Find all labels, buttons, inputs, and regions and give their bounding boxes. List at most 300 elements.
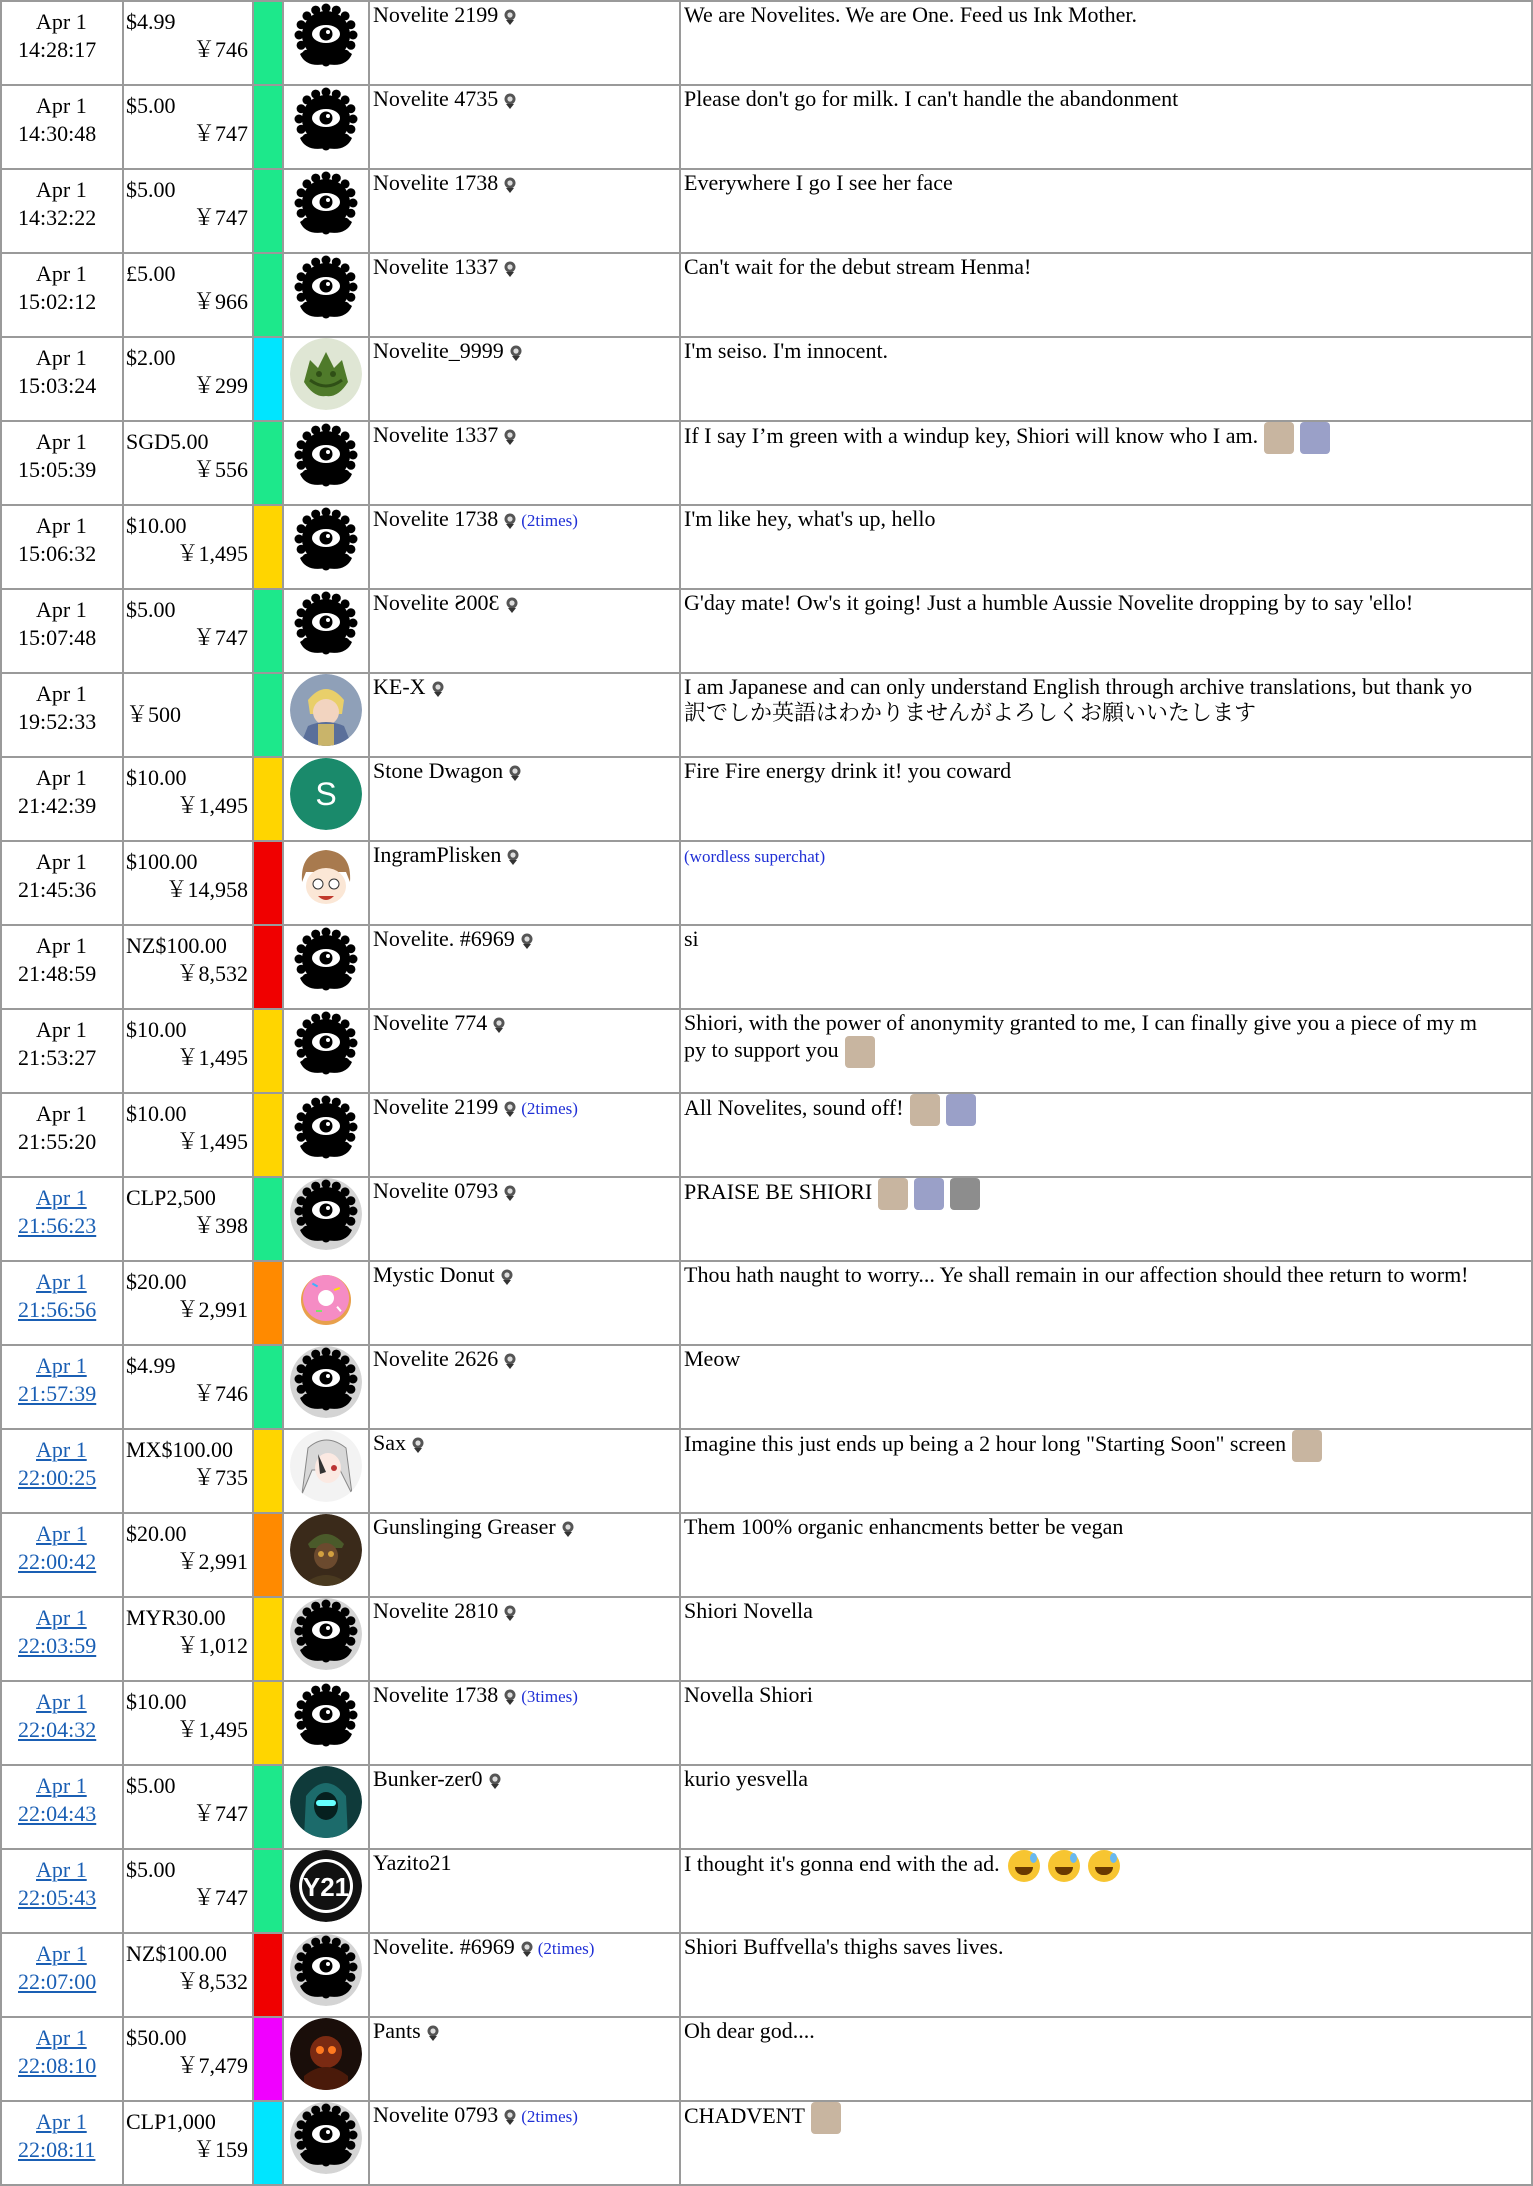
username: Novelite. #6969 [373, 1934, 515, 1959]
original-amount: $10.00 [126, 1017, 187, 1042]
timestamp-date[interactable]: Apr 1 [36, 1941, 87, 1966]
yen-amount: ￥747 [192, 121, 248, 146]
amount-cell [123, 1933, 253, 2017]
superchat-row [1, 1177, 1532, 1261]
avatar-cell [283, 1429, 369, 1513]
emote-icon [910, 1094, 940, 1126]
avatar [290, 86, 362, 158]
username: Novelite 2199 [373, 1094, 499, 1119]
message-text: Imagine this just ends up being a 2 hour long "Starting Soon" screen [684, 1431, 1287, 1457]
avatar-cell [283, 253, 369, 337]
amount-cell [123, 337, 253, 421]
username-cell [369, 169, 680, 253]
avatar [290, 170, 362, 242]
message-text: si [684, 926, 699, 951]
message-text: CHADVENT [684, 2103, 805, 2129]
timestamp-cell[interactable] [1, 1513, 123, 1597]
timestamp-time[interactable]: 21:56:56 [18, 1297, 97, 1322]
member-badge-icon [426, 2025, 440, 2041]
yen-amount: ￥747 [192, 1801, 248, 1826]
timestamp-cell[interactable] [1, 1765, 123, 1849]
avatar-cell [283, 1009, 369, 1093]
amount-cell [123, 2017, 253, 2101]
timestamp-cell [1, 421, 123, 505]
tier-color-cell [253, 1765, 283, 1849]
message-cell [680, 1, 1532, 85]
timestamp-date[interactable]: Apr 1 [36, 1857, 87, 1882]
message-text: kurio yesvella [684, 1766, 809, 1791]
timestamp-time: 14:32:22 [18, 205, 97, 230]
timestamp-cell[interactable] [1, 1681, 123, 1765]
superchat-row [1, 1849, 1532, 1933]
message-cell [680, 505, 1532, 589]
timestamp-time[interactable]: 22:00:25 [18, 1465, 97, 1490]
username-cell [369, 1933, 680, 2017]
message-text: G'day mate! Ow's it going! Just a humble Aussie Novelite dropping by to say 'ello! [684, 590, 1414, 615]
avatar [290, 758, 362, 830]
timestamp-date: Apr 1 [36, 765, 87, 790]
timestamp-cell[interactable] [1, 2017, 123, 2101]
amount-cell [123, 421, 253, 505]
username: Mystic Donut [373, 1262, 495, 1287]
avatar [290, 1682, 362, 1754]
avatar-cell [283, 2017, 369, 2101]
message-text-line2: py to support you [684, 1037, 839, 1063]
timestamp-date[interactable]: Apr 1 [36, 1773, 87, 1798]
emote-icon [845, 1036, 875, 1068]
yen-amount: ￥1,495 [176, 1129, 248, 1154]
username: Yazito21 [373, 1850, 452, 1875]
superchat-row [1, 1933, 1532, 2017]
amount-cell [123, 673, 253, 757]
message-cell [680, 1009, 1532, 1093]
timestamp-time[interactable]: 22:05:43 [18, 1885, 97, 1910]
superchat-row [1, 1765, 1532, 1849]
wordless-note: (wordless superchat) [684, 847, 826, 866]
timestamp-time: 21:53:27 [18, 1045, 97, 1070]
amount-cell [123, 1597, 253, 1681]
original-amount: $10.00 [126, 1689, 187, 1714]
avatar [290, 674, 362, 746]
timestamp-cell [1, 589, 123, 673]
message-text: If I say I’m green with a windup key, Shiori will know who I am. [684, 423, 1259, 449]
username-cell [369, 1093, 680, 1177]
avatar [290, 1514, 362, 1586]
timestamp-time: 21:55:20 [18, 1129, 97, 1154]
superchat-row [1, 673, 1532, 757]
original-amount: $10.00 [126, 1101, 187, 1126]
avatar [290, 506, 362, 578]
message-text: Them 100% organic enhancments better be vegan [684, 1514, 1124, 1539]
message-text: Fire Fire energy drink it! you coward [684, 758, 1012, 783]
timestamp-time: 15:06:32 [18, 541, 97, 566]
username: Novelite 1738 [373, 170, 499, 195]
timestamp-date: Apr 1 [36, 933, 87, 958]
svg-text:Y21: Y21 [302, 1872, 350, 1902]
message-text: Can't wait for the debut stream Henma! [684, 254, 1032, 279]
original-amount: NZ$100.00 [126, 933, 227, 958]
username-cell [369, 673, 680, 757]
timestamp-cell [1, 841, 123, 925]
tier-color-cell [253, 169, 283, 253]
amount-cell [123, 1093, 253, 1177]
avatar [290, 1094, 362, 1166]
timestamp-date[interactable]: Apr 1 [36, 1605, 87, 1630]
amount-cell [123, 1849, 253, 1933]
sweat-smile-emoji-icon [1008, 1850, 1040, 1882]
message-cell [680, 253, 1532, 337]
timestamp-time: 15:03:24 [18, 373, 97, 398]
username-cell [369, 1009, 680, 1093]
timestamp-time: 15:02:12 [18, 289, 97, 314]
superchat-row [1, 1513, 1532, 1597]
superchat-row [1, 1345, 1532, 1429]
message-cell [680, 589, 1532, 673]
timestamp-date[interactable]: Apr 1 [36, 1185, 87, 1210]
timestamp-time[interactable]: 22:07:00 [18, 1969, 97, 1994]
tier-color-cell [253, 1, 283, 85]
member-badge-icon [488, 1773, 502, 1789]
member-badge-icon [431, 681, 445, 697]
timestamp-cell[interactable] [1, 1429, 123, 1513]
superchat-row [1, 505, 1532, 589]
timestamp-time[interactable]: 22:04:43 [18, 1801, 97, 1826]
timestamp-time: 21:42:39 [18, 793, 97, 818]
member-badge-icon [509, 345, 523, 361]
original-amount: MX$100.00 [126, 1437, 233, 1462]
superchat-row [1, 253, 1532, 337]
username: Novelite 0793 [373, 2102, 499, 2127]
username: Novelite 2626 [373, 1346, 499, 1371]
emote-icon [1300, 422, 1330, 454]
timestamp-time[interactable]: 21:57:39 [18, 1381, 97, 1406]
tier-color-cell [253, 1093, 283, 1177]
tier-color-cell [253, 1849, 283, 1933]
amount-cell [123, 1261, 253, 1345]
avatar [290, 1934, 362, 2006]
superchat-row [1, 589, 1532, 673]
yen-amount: ￥1,495 [176, 1717, 248, 1742]
avatar [290, 1178, 362, 1250]
timestamp-cell [1, 85, 123, 169]
svg-text:S: S [315, 776, 337, 812]
username-cell [369, 841, 680, 925]
username: Bunker-zer0 [373, 1766, 483, 1791]
original-amount: $4.99 [126, 1353, 176, 1378]
username: Novelite 2810 [373, 1598, 499, 1623]
message-text: Oh dear god.... [684, 2018, 815, 2043]
message-cell [680, 1345, 1532, 1429]
member-badge-icon [503, 9, 517, 25]
timestamp-cell[interactable] [1, 1597, 123, 1681]
avatar [290, 1766, 362, 1838]
member-badge-icon [503, 93, 517, 109]
member-badge-icon [503, 1353, 517, 1369]
username-cell [369, 1513, 680, 1597]
original-amount: £5.00 [126, 261, 176, 286]
original-amount: NZ$100.00 [126, 1941, 227, 1966]
member-badge-icon [503, 1101, 517, 1117]
avatar [290, 1262, 362, 1334]
username-cell [369, 337, 680, 421]
username-cell [369, 1177, 680, 1261]
message-cell [680, 757, 1532, 841]
timestamp-time[interactable]: 22:03:59 [18, 1633, 97, 1658]
timestamp-date[interactable]: Apr 1 [36, 2025, 87, 2050]
emote-icon [914, 1178, 944, 1210]
yen-amount: ￥299 [192, 373, 248, 398]
message-cell [680, 925, 1532, 1009]
member-badge-icon [492, 1017, 506, 1033]
message-text: Shiori Novella [684, 1598, 813, 1623]
username-cell [369, 1345, 680, 1429]
tier-color-cell [253, 421, 283, 505]
message-text: Shiori Buffvella's thighs saves lives. [684, 1934, 1004, 1959]
timestamp-cell[interactable] [1, 1177, 123, 1261]
amount-cell [123, 1345, 253, 1429]
username: Stone Dwagon [373, 758, 504, 783]
tier-color-cell [253, 673, 283, 757]
message-cell [680, 673, 1532, 757]
username: Novelite 1738 [373, 1682, 499, 1707]
timestamp-date[interactable]: Apr 1 [36, 1689, 87, 1714]
message-text: Please don't go for milk. I can't handle the abandonment [684, 86, 1179, 111]
timestamp-time[interactable]: 21:56:23 [18, 1213, 97, 1238]
avatar [290, 1010, 362, 1082]
amount-cell [123, 757, 253, 841]
yen-amount: ￥7,479 [176, 2053, 248, 2078]
tier-color-cell [253, 2101, 283, 2185]
tier-color-cell [253, 1345, 283, 1429]
sweat-smile-emoji-icon [1048, 1850, 1080, 1882]
superchat-row [1, 1009, 1532, 1093]
timestamp-time: 15:07:48 [18, 625, 97, 650]
yen-amount: ￥2,991 [176, 1549, 248, 1574]
username: Sax [373, 1430, 406, 1455]
tier-color-cell [253, 757, 283, 841]
timestamp-cell[interactable] [1, 1933, 123, 2017]
message-cell [680, 841, 1532, 925]
repeat-count: (2times) [521, 1099, 578, 1118]
message-cell [680, 1429, 1532, 1513]
timestamp-date: Apr 1 [36, 597, 87, 622]
tier-color-cell [253, 925, 283, 1009]
timestamp-time: 14:28:17 [18, 37, 97, 62]
message-cell [680, 2017, 1532, 2101]
timestamp-time: 19:52:33 [18, 709, 97, 734]
yen-amount: ￥1,495 [176, 1045, 248, 1070]
timestamp-time[interactable]: 22:08:11 [18, 2137, 96, 2162]
tier-color-cell [253, 1177, 283, 1261]
message-cell [680, 85, 1532, 169]
yen-amount: ￥1,495 [176, 793, 248, 818]
avatar-cell [283, 1681, 369, 1765]
original-amount: $2.00 [126, 345, 176, 370]
original-amount: $100.00 [126, 849, 198, 874]
yen-amount: ￥747 [192, 625, 248, 650]
avatar-cell [283, 1513, 369, 1597]
timestamp-date[interactable]: Apr 1 [36, 2109, 87, 2134]
avatar [290, 254, 362, 326]
amount-cell [123, 841, 253, 925]
emote-icon [878, 1178, 908, 1210]
original-amount: $5.00 [126, 1773, 176, 1798]
username: KE-X [373, 674, 426, 699]
message-text: I thought it's gonna end with the ad. [684, 1851, 1000, 1877]
superchat-row [1, 1597, 1532, 1681]
timestamp-cell [1, 925, 123, 1009]
message-cell [680, 421, 1532, 505]
member-badge-icon [411, 1437, 425, 1453]
message-text: Meow [684, 1346, 741, 1371]
username: Novelite 1337 [373, 422, 499, 447]
member-badge-icon [503, 1185, 517, 1201]
username-cell [369, 253, 680, 337]
avatar-cell [283, 337, 369, 421]
timestamp-date[interactable]: Apr 1 [36, 1521, 87, 1546]
tier-color-cell [253, 1261, 283, 1345]
amount-cell [123, 925, 253, 1009]
amount-cell [123, 1, 253, 85]
timestamp-time: 21:48:59 [18, 961, 97, 986]
member-badge-icon [503, 1689, 517, 1705]
timestamp-time[interactable]: 22:04:32 [18, 1717, 97, 1742]
username-cell [369, 421, 680, 505]
timestamp-date: Apr 1 [36, 1101, 87, 1126]
yen-amount: ￥1,495 [176, 541, 248, 566]
member-badge-icon [503, 261, 517, 277]
username: Novelite 1337 [373, 254, 499, 279]
avatar-cell [283, 1849, 369, 1933]
original-amount: CLP2,500 [126, 1185, 216, 1210]
superchat-row [1, 1681, 1532, 1765]
emote-icon [950, 1178, 980, 1210]
member-badge-icon [520, 1941, 534, 1957]
member-badge-icon [503, 1605, 517, 1621]
timestamp-date: Apr 1 [36, 513, 87, 538]
repeat-count: (2times) [521, 2107, 578, 2126]
avatar [290, 338, 362, 410]
message-text: I am Japanese and can only understand English through archive translations, but thank yo [684, 674, 1473, 699]
username: Gunslinging Greaser [373, 1514, 556, 1539]
avatar [290, 926, 362, 998]
username-cell [369, 1597, 680, 1681]
timestamp-cell [1, 757, 123, 841]
username-cell [369, 589, 680, 673]
avatar-cell [283, 2101, 369, 2185]
yen-amount: ￥1,012 [176, 1633, 248, 1658]
avatar-cell [283, 1933, 369, 2017]
original-amount: $20.00 [126, 1269, 187, 1294]
superchat-row [1, 925, 1532, 1009]
tier-color-cell [253, 505, 283, 589]
timestamp-time: 21:45:36 [18, 877, 97, 902]
emote-icon [811, 2102, 841, 2134]
original-amount: $20.00 [126, 1521, 187, 1546]
timestamp-time: 15:05:39 [18, 457, 97, 482]
member-badge-icon [503, 2109, 517, 2125]
original-amount: $4.99 [126, 9, 176, 34]
username-cell [369, 1429, 680, 1513]
message-text: I'm seiso. I'm innocent. [684, 338, 889, 363]
member-badge-icon [503, 177, 517, 193]
amount-cell [123, 505, 253, 589]
timestamp-cell [1, 1, 123, 85]
amount-cell [123, 1177, 253, 1261]
timestamp-time[interactable]: 22:08:10 [18, 2053, 97, 2078]
amount-cell [123, 85, 253, 169]
emote-icon [1292, 1430, 1322, 1462]
avatar-cell [283, 589, 369, 673]
member-badge-icon [503, 513, 517, 529]
timestamp-cell[interactable] [1, 1849, 123, 1933]
message-cell [680, 169, 1532, 253]
message-cell [680, 1093, 1532, 1177]
timestamp-date[interactable]: Apr 1 [36, 1269, 87, 1294]
timestamp-cell[interactable] [1, 2101, 123, 2185]
username: Novelite 1738 [373, 506, 499, 531]
timestamp-cell [1, 673, 123, 757]
timestamp-date: Apr 1 [36, 9, 87, 34]
yen-amount: ￥747 [192, 1885, 248, 1910]
message-cell [680, 337, 1532, 421]
superchat-rows [1, 1, 1532, 2185]
superchat-row [1, 337, 1532, 421]
original-amount: $5.00 [126, 1857, 176, 1882]
superchat-row [1, 2017, 1532, 2101]
repeat-count: (2times) [537, 1939, 595, 1958]
username-cell [369, 505, 680, 589]
message-cell [680, 1681, 1532, 1765]
avatar-cell [283, 1597, 369, 1681]
emote-icon [1264, 422, 1294, 454]
yen-amount: ￥746 [192, 37, 248, 62]
original-amount: CLP1,000 [126, 2109, 216, 2134]
message-text: I'm like hey, what's up, hello [684, 506, 936, 531]
timestamp-cell[interactable] [1, 1261, 123, 1345]
timestamp-date: Apr 1 [36, 1017, 87, 1042]
timestamp-time[interactable]: 22:00:42 [18, 1549, 97, 1574]
amount-cell [123, 1765, 253, 1849]
username-cell [369, 1681, 680, 1765]
message-text: Shiori, with the power of anonymity granted to me, I can finally give you a piece of my m [684, 1010, 1478, 1035]
timestamp-date[interactable]: Apr 1 [36, 1353, 87, 1378]
original-amount: $5.00 [126, 597, 176, 622]
avatar-cell [283, 757, 369, 841]
avatar-cell [283, 1093, 369, 1177]
message-cell [680, 1597, 1532, 1681]
timestamp-cell[interactable] [1, 1345, 123, 1429]
tier-color-cell [253, 1429, 283, 1513]
username-cell [369, 1, 680, 85]
superchat-row [1, 1093, 1532, 1177]
superchat-row [1, 1, 1532, 85]
message-cell [680, 2101, 1532, 2185]
timestamp-cell [1, 1093, 123, 1177]
username: Novelite 774 [373, 1010, 488, 1035]
message-cell [680, 1177, 1532, 1261]
yen-amount: ￥2,991 [176, 1297, 248, 1322]
timestamp-cell [1, 169, 123, 253]
original-amount: $10.00 [126, 765, 187, 790]
message-cell [680, 1261, 1532, 1345]
timestamp-date: Apr 1 [36, 261, 87, 286]
yen-amount: ￥159 [192, 2137, 248, 2162]
avatar [290, 2, 362, 74]
member-badge-icon [505, 597, 519, 613]
timestamp-date[interactable]: Apr 1 [36, 1437, 87, 1462]
original-amount: SGD5.00 [126, 429, 209, 454]
